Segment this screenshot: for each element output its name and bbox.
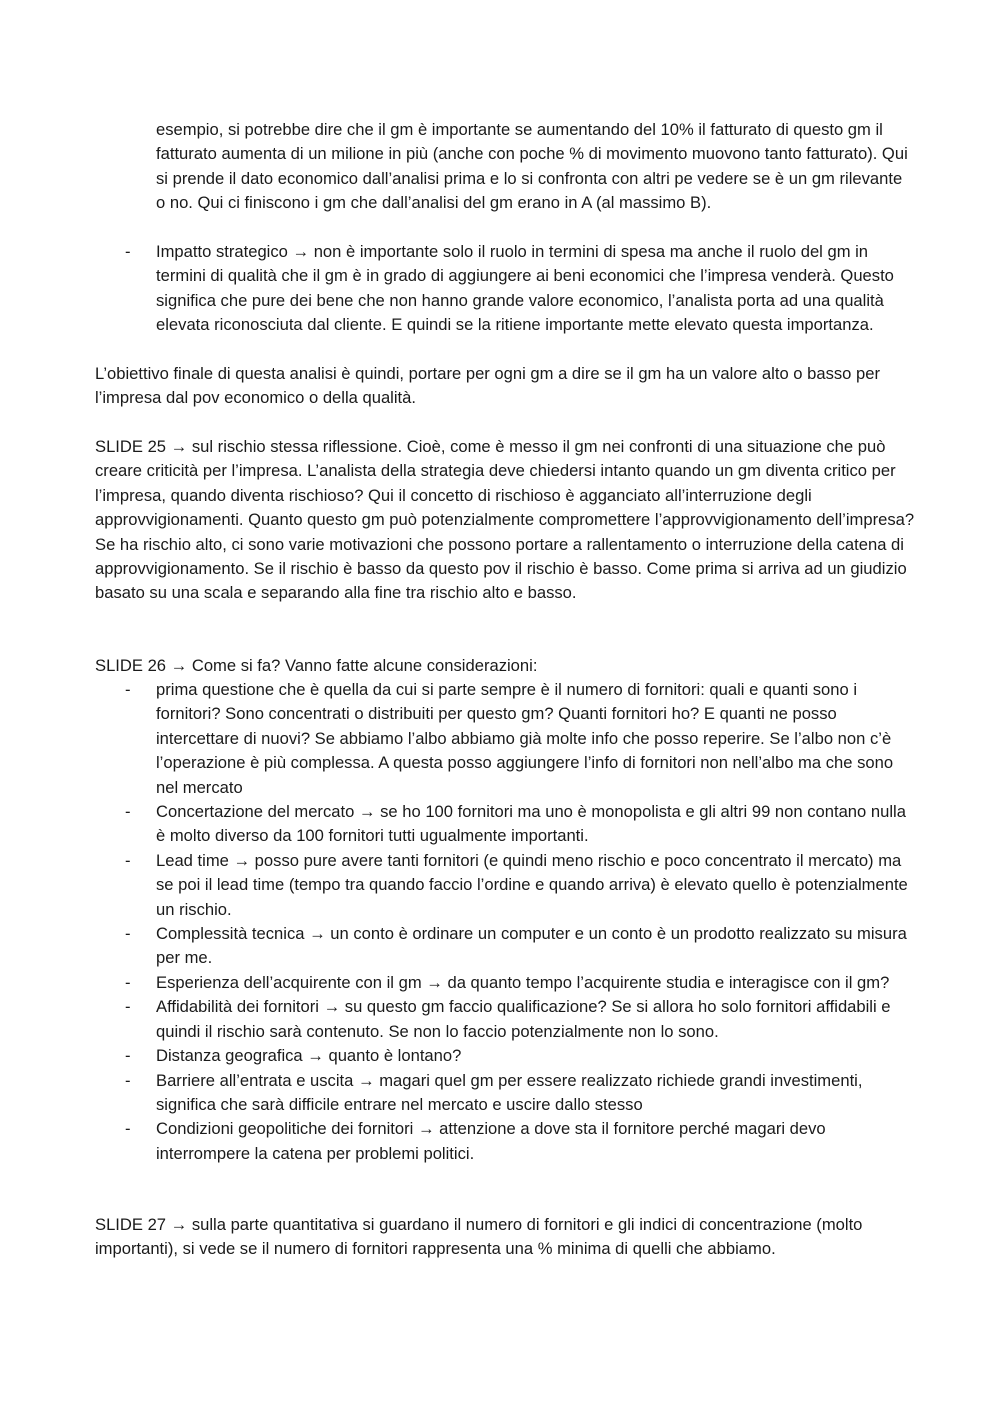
list-item <box>95 971 915 995</box>
list-item <box>95 1044 915 1068</box>
objective-paragraph: L’obiettivo finale di questa analisi è quindi, portare per ogni gm a dire se il gm ha un valore alto o basso per l’impresa dal pov economico o della qualità. <box>95 364 880 408</box>
bullet-dash: - <box>125 802 131 822</box>
list-item-text: Esperienza dell’acquirente con il gm → da quanto tempo l’acquirente studia e interagisce con il gm? <box>156 972 890 992</box>
list-item-text: prima questione che è quella da cui si parte sempre è il numero di fornitori: quali e quanti sono i fornitori? Sono concentrati o distribuiti per questo gm? Quanti fornitori ho? E quanti ne posso intercettare di nuovi? Se abbiamo l’albo abbiamo già molte info che posso reperire. Se l’albo non c’è l’operazione è più complessa. A questa posso aggiungere l’info di fornitori non nell’albo ma che sono nel mercato <box>156 680 894 797</box>
bullet-dash: - <box>125 1070 131 1090</box>
list-item <box>95 1117 915 1166</box>
list-item-text: Distanza geografica → quanto è lontano? <box>156 1046 462 1066</box>
list-item-text: Affidabilità dei fornitori → su questo gm faccio qualificazione? Se si allora ho solo fornitori affidabili e quindi il rischio sarà contenuto. Se non lo faccio potenzialmente non lo sono. <box>156 997 891 1041</box>
list-item <box>95 995 915 1044</box>
list-item <box>95 800 915 849</box>
list-item-text: Condizioni geopolitiche dei fornitori → attenzione a dove sta il fornitore perché magari devo interrompere la catena per problemi politici. <box>156 1119 826 1163</box>
slide-26-intro: SLIDE 26 → Come si fa? Vanno fatte alcune considerazioni: <box>95 656 538 675</box>
list-item <box>95 240 915 338</box>
list-item <box>95 922 915 971</box>
bullet-dash: - <box>125 680 131 699</box>
considerations-list <box>95 678 915 1166</box>
list-item <box>95 678 915 800</box>
list-item-text: Impatto strategico → non è importante solo il ruolo in termini di spesa ma anche il ruolo del gm in termini di qualità che il gm è in grado di aggiungere ai beni economici che l’impresa venderà. Questo significa che pure dei bene che non hanno grande valore economico, l’analista porta ad una qualità elevata riconosciuta dal cliente. E quindi se la ritiene importante mette elevato questa importanza. <box>156 242 894 335</box>
list-item-text: Barriere all’entrata e uscita → magari quel gm per essere realizzato richiede grandi investimenti, significa che sarà difficile entrare nel mercato e uscire dallo stesso <box>156 1070 863 1114</box>
continuation-paragraph: esempio, si potrebbe dire che il gm è importante se aumentando del 10% il fatturato di questo gm il fatturato aumenta di un milione in più (anche con poche % di movimento muovono tanto fatturato). Qui si prende il dato economico dall’analisi prima e lo si confronta con altri pe vedere se è un gm rilevante o no. Qui ci finiscono i gm che dall’analisi del gm erano in A (al massimo B). <box>156 120 908 213</box>
bullet-dash: - <box>125 924 131 944</box>
list-item-text: Concertazione del mercato → se ho 100 fornitori ma uno è monopolista e gli altri 99 non contano nulla è molto diverso da 100 fornitori tutti ugualmente importanti. <box>156 802 906 846</box>
list-item-text: Lead time → posso pure avere tanti fornitori (e quindi meno rischio e poco concentrato il mercato) ma se poi il lead time (tempo tra quando faccio l’ordine e quando arriva) è elevato quello è potenzialmente un rischio. <box>156 850 908 919</box>
bullet-dash: - <box>125 1119 131 1139</box>
list-item <box>95 849 915 922</box>
list-item-text: Complessità tecnica → un conto è ordinare un computer e un conto è un prodotto realizzato su misura per me. <box>156 924 907 968</box>
bullet-dash: - <box>125 850 131 870</box>
slide-25-paragraph: SLIDE 25 → sul rischio stessa riflessione. Cioè, come è messo il gm nei confronti di una situazione che può creare criticità per l’impresa. L’analista della strategia deve chiedersi intanto quando un gm diventa critico per l’impresa, quando diventa rischioso? Qui il concetto di rischioso è agganciato all’interruzione degli approvvigionamenti. Quanto questo gm può potenzialmente compromettere l’approvvigionamento dell’impresa? Se ha rischio alto, ci sono varie motivazioni che possono portare a rallentamento o interruzione della catena di approvvigionamento. Se il rischio è basso da questo pov il rischio è basso. Come prima si arriva ad un giudizio basato su una scala e separando alla fine tra rischio alto e basso. <box>95 437 915 603</box>
bullet-dash: - <box>125 972 131 992</box>
list-item <box>95 1069 915 1118</box>
strategic-impact-list <box>95 240 915 338</box>
slide-27-paragraph: SLIDE 27 → sulla parte quantitativa si guardano il numero di fornitori e gli indici di concentrazione (molto importanti), si vede se il numero di fornitori rappresenta una % minima di quelli che abbiamo. <box>95 1215 863 1259</box>
bullet-dash: - <box>125 1046 131 1066</box>
bullet-dash: - <box>125 242 131 261</box>
bullet-dash: - <box>125 997 131 1017</box>
